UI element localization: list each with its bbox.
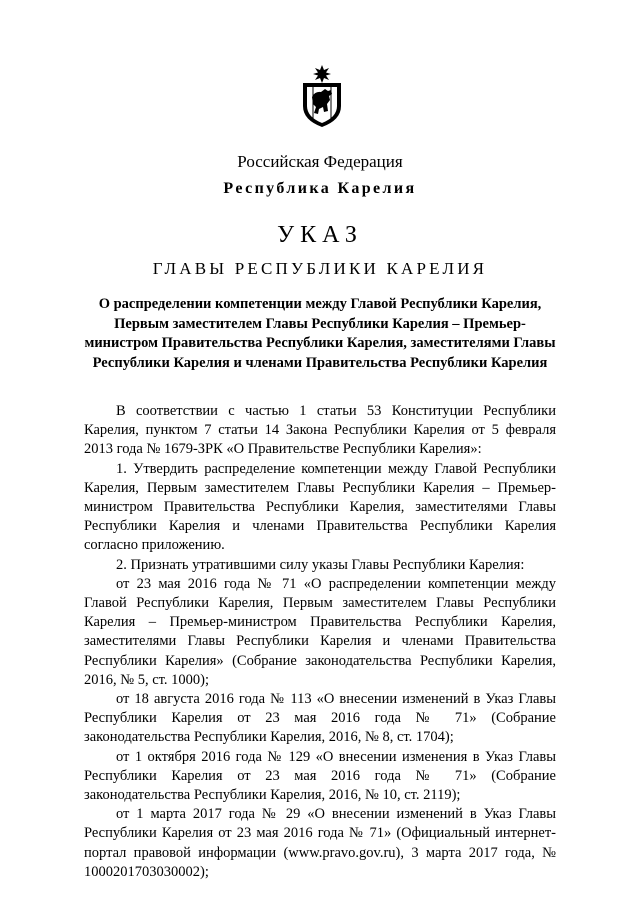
federation-line: Российская Федерация	[237, 152, 403, 171]
paragraph-repealed-1: от 23 мая 2016 года № 71 «О распределении компетенции между Главой Республики Карелия, Первым заместителем Главы Республики Карелия – Премьер-министром Правительства Республики Карелия, заместителями Главы Республики Карелия и членами Правительства Республики Карелия» (Собрание законодательства Республики Карелия, 2016, № 5, ст. 1000);	[84, 575, 556, 688]
paragraph-repealed-3: от 1 октября 2016 года № 129 «О внесении изменения в Указ Главы Республики Карелия от 23 мая 2016 года № 71» (Собрание законодательства Республики Карелия, 2016, № 10, ст. 2119);	[84, 748, 556, 804]
issuer-line: ГЛАВЫ РЕСПУБЛИКИ КАРЕЛИЯ	[152, 259, 488, 278]
decree-title: О распределении компетенции между Главой Республики Карелия, Первым заместителем Главы Республики Карелия – Премьер-министром Правительства Республики Карелия, заместителями Главы Республики Карелия и членами Правительства Республики Карелия	[84, 296, 556, 371]
paragraph-repealed-4: от 1 марта 2017 года № 29 «О внесении изменений в Указ Главы Республики Карелия от 23 мая 2016 года № 71» (Официальный интернет-портал правовой информации (www.pravo.gov.ru), 3 марта 2017 года, № 1000201703030002);	[84, 806, 556, 880]
paragraph-item-2: 2. Признать утратившими силу указы Главы Республики Карелия:	[116, 556, 525, 573]
karelia-coat-of-arms-icon	[300, 64, 344, 128]
paragraph-preamble: В соответствии с частью 1 статьи 53 Конституции Республики Карелия, пунктом 7 статьи 14 Закона Республики Карелия от 5 февраля 2013 года № 1679-ЗРК «О Правительстве Республики Карелия»:	[84, 403, 556, 458]
republic-line: Республика Карелия	[223, 180, 417, 197]
decree-body	[84, 402, 556, 882]
paragraph-item-1: 1. Утвердить распределение компетенции между Главой Республики Карелия, Первым заместителем Главы Республики Карелия – Премьер-министром Правительства Республики Карелия, заместителями Главы Республики Карелия и членами Правительства Республики Карелия согласно приложению.	[84, 460, 556, 554]
paragraph-repealed-2: от 18 августа 2016 года № 113 «О внесении изменений в Указ Главы Республики Карелия от 23 мая 2016 года № 71» (Собрание законодательства Республики Карелия, 2016, № 8, ст. 1704);	[84, 691, 556, 746]
document-type: УКАЗ	[277, 222, 363, 248]
